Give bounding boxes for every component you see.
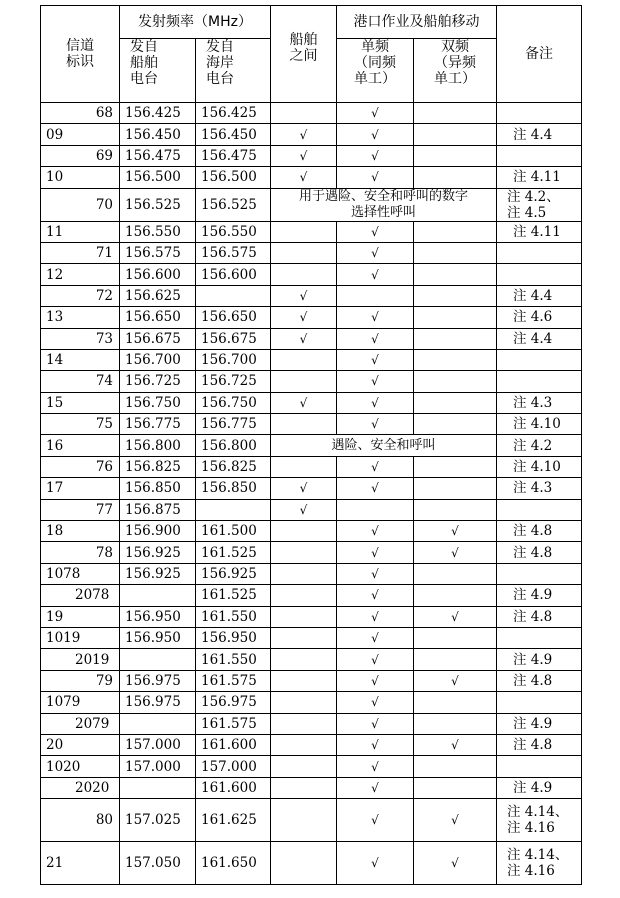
table-row	[41, 606, 582, 627]
coast-freq-cell: 156.775	[196, 414, 271, 435]
simplex-mark: √	[337, 392, 414, 413]
table-row	[41, 777, 582, 798]
duplex-mark	[414, 328, 497, 349]
duplex-mark	[414, 499, 497, 520]
channel-cell: 1019	[41, 627, 120, 648]
channel-cell: 73	[41, 328, 120, 349]
duplex-mark	[414, 756, 497, 777]
table-row	[41, 499, 582, 520]
channel-cell: 2078	[41, 585, 120, 606]
duplex-mark	[414, 392, 497, 413]
remark-cell	[497, 756, 582, 777]
duplex-mark	[414, 167, 497, 188]
coast-freq-cell: 156.975	[196, 692, 271, 713]
duplex-mark	[414, 627, 497, 648]
channel-cell: 2079	[41, 713, 120, 734]
simplex-mark: √	[337, 307, 414, 328]
ship-freq-cell: 156.675	[120, 328, 196, 349]
remark-cell: 注 4.9	[497, 649, 582, 670]
ship-to-ship-mark: √	[271, 328, 337, 349]
table-row	[41, 841, 582, 884]
coast-freq-cell: 161.600	[196, 734, 271, 755]
remark-cell: 注 4.10	[497, 414, 582, 435]
channel-cell: 10	[41, 167, 120, 188]
table-row	[41, 124, 582, 145]
ship-freq-cell: 156.475	[120, 145, 196, 166]
channel-cell: 70	[41, 188, 120, 221]
coast-freq-cell: 161.625	[196, 799, 271, 842]
coast-freq-cell: 156.600	[196, 264, 271, 285]
ship-to-ship-mark: √	[271, 478, 337, 499]
duplex-mark	[414, 242, 497, 263]
remark-cell	[497, 499, 582, 520]
table-row	[41, 670, 582, 691]
channel-cell: 76	[41, 456, 120, 477]
ship-freq-cell: 156.950	[120, 627, 196, 648]
simplex-mark: √	[337, 692, 414, 713]
coast-freq-cell: 156.575	[196, 242, 271, 263]
ship-to-ship-mark	[271, 563, 337, 584]
table-row	[41, 456, 582, 477]
ship-to-ship-mark	[271, 542, 337, 563]
remark-cell: 注 4.11	[497, 167, 582, 188]
coast-freq-cell: 156.525	[196, 188, 271, 221]
ship-freq-cell: 156.450	[120, 124, 196, 145]
remark-cell: 注 4.8	[497, 521, 582, 542]
table-row	[41, 521, 582, 542]
ship-to-ship-mark	[271, 585, 337, 606]
ship-to-ship-mark	[271, 841, 337, 884]
table-row	[41, 756, 582, 777]
ship-to-ship-mark	[271, 606, 337, 627]
table-row	[41, 414, 582, 435]
remark-cell	[497, 264, 582, 285]
simplex-mark: √	[337, 563, 414, 584]
simplex-mark: √	[337, 242, 414, 263]
channel-cell: 77	[41, 499, 120, 520]
ship-freq-cell	[120, 585, 196, 606]
channel-cell: 2019	[41, 649, 120, 670]
ship-freq-cell: 156.925	[120, 542, 196, 563]
remark-cell: 注 4.3	[497, 392, 582, 413]
table-row	[41, 167, 582, 188]
ship-to-ship-mark: √	[271, 392, 337, 413]
coast-freq-cell: 156.725	[196, 371, 271, 392]
simplex-mark: √	[337, 478, 414, 499]
table-row	[41, 585, 582, 606]
ship-to-ship-mark: √	[271, 145, 337, 166]
header-ship-to-ship-text: 船舶 之间	[289, 32, 318, 64]
coast-freq-cell: 161.525	[196, 585, 271, 606]
ship-freq-cell: 156.850	[120, 478, 196, 499]
ship-freq-cell: 156.950	[120, 606, 196, 627]
duplex-mark	[414, 264, 497, 285]
coast-freq-cell: 156.475	[196, 145, 271, 166]
ship-to-ship-mark	[271, 221, 337, 242]
header-duplex-text: 双频 （异频 单工）	[434, 39, 476, 87]
channel-cell: 20	[41, 734, 120, 755]
duplex-mark	[414, 585, 497, 606]
remark-cell	[497, 145, 582, 166]
ship-to-ship-mark	[271, 264, 337, 285]
header-from-coast	[196, 39, 271, 103]
simplex-mark: √	[337, 606, 414, 627]
table-row	[41, 478, 582, 499]
duplex-mark	[414, 713, 497, 734]
header-channel-text: 信道 标识	[66, 38, 94, 70]
ship-to-ship-mark	[271, 242, 337, 263]
remark-cell: 注 4.9	[497, 713, 582, 734]
ship-to-ship-mark: √	[271, 499, 337, 520]
simplex-mark: √	[337, 414, 414, 435]
channel-cell: 80	[41, 799, 120, 842]
remark-cell: 注 4.8	[497, 670, 582, 691]
simplex-mark: √	[337, 756, 414, 777]
table-row	[41, 307, 582, 328]
remark-cell	[497, 371, 582, 392]
duplex-mark: √	[414, 734, 497, 755]
ship-freq-cell: 156.575	[120, 242, 196, 263]
ship-to-ship-mark	[271, 649, 337, 670]
header-duplex	[414, 39, 497, 103]
channel-cell: 19	[41, 606, 120, 627]
channel-cell: 1078	[41, 563, 120, 584]
simplex-mark: √	[337, 521, 414, 542]
coast-freq-cell: 156.925	[196, 563, 271, 584]
duplex-mark	[414, 221, 497, 242]
ship-to-ship-mark: √	[271, 167, 337, 188]
table-row	[41, 188, 582, 221]
table-row	[41, 649, 582, 670]
duplex-mark	[414, 649, 497, 670]
simplex-mark: √	[337, 145, 414, 166]
coast-freq-cell: 156.950	[196, 627, 271, 648]
table-row	[41, 103, 582, 124]
ship-freq-cell: 156.825	[120, 456, 196, 477]
remark-cell: 注 4.3	[497, 478, 582, 499]
simplex-mark: √	[337, 670, 414, 691]
header-remarks-text: 备注	[525, 46, 553, 62]
ship-to-ship-mark	[271, 692, 337, 713]
channel-cell: 2020	[41, 777, 120, 798]
remark-cell: 注 4.14、 注 4.16	[497, 799, 582, 842]
coast-freq-cell: 161.575	[196, 670, 271, 691]
ship-freq-cell: 156.925	[120, 563, 196, 584]
ship-freq-cell: 156.725	[120, 371, 196, 392]
simplex-mark	[337, 285, 414, 306]
channel-cell: 1079	[41, 692, 120, 713]
header-simplex-text: 单频 （同频 单工）	[354, 39, 396, 87]
header-from-ship-text: 发自 船舶 电台	[130, 39, 158, 87]
simplex-mark: √	[337, 734, 414, 755]
duplex-mark	[414, 285, 497, 306]
ship-to-ship-mark	[271, 103, 337, 124]
ship-freq-cell: 157.025	[120, 799, 196, 842]
table-row	[41, 349, 582, 370]
ship-freq-cell: 156.875	[120, 499, 196, 520]
remark-cell	[497, 103, 582, 124]
ship-to-ship-mark	[271, 456, 337, 477]
header-from-ship	[120, 39, 196, 103]
duplex-mark	[414, 307, 497, 328]
simplex-mark: √	[337, 124, 414, 145]
duplex-mark: √	[414, 521, 497, 542]
simplex-mark: √	[337, 649, 414, 670]
remark-cell: 注 4.4	[497, 285, 582, 306]
header-tx-freq	[120, 6, 271, 39]
simplex-mark	[337, 499, 414, 520]
table-row	[41, 371, 582, 392]
channel-cell: 15	[41, 392, 120, 413]
header-port-ops	[337, 6, 497, 39]
remark-cell: 注 4.4	[497, 328, 582, 349]
ship-to-ship-mark	[271, 371, 337, 392]
ship-freq-cell: 156.650	[120, 307, 196, 328]
coast-freq-cell: 156.500	[196, 167, 271, 188]
duplex-mark	[414, 145, 497, 166]
simplex-mark: √	[337, 167, 414, 188]
table-row	[41, 285, 582, 306]
duplex-mark	[414, 103, 497, 124]
remark-cell: 注 4.8	[497, 606, 582, 627]
header-remarks	[497, 6, 582, 103]
remark-cell: 注 4.9	[497, 777, 582, 798]
ship-to-ship-mark	[271, 777, 337, 798]
table-row	[41, 713, 582, 734]
coast-freq-cell: 156.675	[196, 328, 271, 349]
channel-cell: 12	[41, 264, 120, 285]
coast-freq-cell: 161.575	[196, 713, 271, 734]
table-row	[41, 328, 582, 349]
table-row	[41, 435, 582, 456]
simplex-mark: √	[337, 713, 414, 734]
duplex-mark	[414, 456, 497, 477]
channel-cell: 79	[41, 670, 120, 691]
ship-to-ship-mark: √	[271, 285, 337, 306]
channel-cell: 1020	[41, 756, 120, 777]
ship-to-ship-mark	[271, 521, 337, 542]
remark-cell: 注 4.6	[497, 307, 582, 328]
simplex-mark: √	[337, 371, 414, 392]
table-row	[41, 627, 582, 648]
coast-freq-cell: 156.450	[196, 124, 271, 145]
remark-cell: 注 4.9	[497, 585, 582, 606]
table-row	[41, 563, 582, 584]
remark-cell: 注 4.8	[497, 542, 582, 563]
remark-cell: 注 4.2、 注 4.5	[497, 188, 582, 221]
coast-freq-cell: 157.000	[196, 756, 271, 777]
header-ship-to-ship	[271, 6, 337, 103]
distress-span-cell: 遇险、安全和呼叫	[271, 435, 497, 456]
ship-to-ship-mark	[271, 756, 337, 777]
ship-freq-cell: 156.975	[120, 670, 196, 691]
channel-cell: 68	[41, 103, 120, 124]
table-row	[41, 392, 582, 413]
table-row	[41, 264, 582, 285]
ship-to-ship-mark: √	[271, 307, 337, 328]
remark-cell: 注 4.14、 注 4.16	[497, 841, 582, 884]
table-row	[41, 734, 582, 755]
simplex-mark: √	[337, 799, 414, 842]
coast-freq-cell	[196, 285, 271, 306]
coast-freq-cell: 156.800	[196, 435, 271, 456]
remark-cell: 注 4.10	[497, 456, 582, 477]
duplex-mark	[414, 414, 497, 435]
ship-freq-cell: 156.800	[120, 435, 196, 456]
table-body	[41, 103, 582, 885]
ship-freq-cell: 157.050	[120, 841, 196, 884]
coast-freq-cell: 161.550	[196, 606, 271, 627]
ship-to-ship-mark	[271, 414, 337, 435]
coast-freq-cell: 156.425	[196, 103, 271, 124]
ship-freq-cell: 156.975	[120, 692, 196, 713]
header-simplex	[337, 39, 414, 103]
coast-freq-cell: 161.500	[196, 521, 271, 542]
channel-cell: 71	[41, 242, 120, 263]
duplex-mark: √	[414, 542, 497, 563]
remark-cell: 注 4.11	[497, 221, 582, 242]
ship-freq-cell: 157.000	[120, 734, 196, 755]
channel-cell: 72	[41, 285, 120, 306]
simplex-mark: √	[337, 264, 414, 285]
channel-cell: 75	[41, 414, 120, 435]
ship-freq-cell	[120, 713, 196, 734]
remark-cell	[497, 349, 582, 370]
simplex-mark: √	[337, 456, 414, 477]
duplex-mark: √	[414, 799, 497, 842]
duplex-mark	[414, 124, 497, 145]
table-row	[41, 542, 582, 563]
duplex-mark	[414, 777, 497, 798]
duplex-mark: √	[414, 670, 497, 691]
channel-cell: 16	[41, 435, 120, 456]
coast-freq-cell: 161.550	[196, 649, 271, 670]
ship-freq-cell: 157.000	[120, 756, 196, 777]
coast-freq-cell: 156.700	[196, 349, 271, 370]
remark-cell	[497, 692, 582, 713]
header-tx-freq-text: 发射频率（MHz）	[138, 14, 252, 30]
simplex-mark: √	[337, 221, 414, 242]
remark-cell	[497, 242, 582, 263]
ship-freq-cell: 156.700	[120, 349, 196, 370]
coast-freq-cell: 161.600	[196, 777, 271, 798]
simplex-mark: √	[337, 542, 414, 563]
ship-freq-cell: 156.775	[120, 414, 196, 435]
remark-cell: 注 4.2	[497, 435, 582, 456]
header-channel	[41, 6, 120, 103]
duplex-mark: √	[414, 606, 497, 627]
simplex-mark: √	[337, 585, 414, 606]
ship-to-ship-mark	[271, 799, 337, 842]
vhf-channel-table	[40, 5, 582, 885]
channel-cell: 78	[41, 542, 120, 563]
ship-freq-cell	[120, 777, 196, 798]
duplex-mark: √	[414, 841, 497, 884]
channel-cell: 09	[41, 124, 120, 145]
ship-to-ship-mark	[271, 670, 337, 691]
coast-freq-cell: 161.525	[196, 542, 271, 563]
ship-to-ship-mark	[271, 349, 337, 370]
dsc-span-cell: 用于遇险、安全和呼叫的数字 选择性呼叫	[271, 188, 497, 221]
duplex-mark	[414, 478, 497, 499]
header-port-ops-text: 港口作业及船舶移动	[353, 14, 480, 30]
simplex-mark: √	[337, 841, 414, 884]
table-row	[41, 221, 582, 242]
channel-cell: 18	[41, 521, 120, 542]
channel-cell: 13	[41, 307, 120, 328]
coast-freq-cell: 156.825	[196, 456, 271, 477]
coast-freq-cell: 156.850	[196, 478, 271, 499]
coast-freq-cell: 156.750	[196, 392, 271, 413]
duplex-mark	[414, 371, 497, 392]
header-from-coast-text: 发自 海岸 电台	[206, 39, 234, 87]
coast-freq-cell: 156.550	[196, 221, 271, 242]
ship-to-ship-mark: √	[271, 124, 337, 145]
ship-freq-cell	[120, 649, 196, 670]
coast-freq-cell	[196, 499, 271, 520]
ship-freq-cell: 156.425	[120, 103, 196, 124]
ship-to-ship-mark	[271, 627, 337, 648]
ship-to-ship-mark	[271, 713, 337, 734]
channel-cell: 11	[41, 221, 120, 242]
duplex-mark	[414, 692, 497, 713]
ship-freq-cell: 156.525	[120, 188, 196, 221]
coast-freq-cell: 156.650	[196, 307, 271, 328]
channel-cell: 21	[41, 841, 120, 884]
simplex-mark: √	[337, 328, 414, 349]
coast-freq-cell: 161.650	[196, 841, 271, 884]
remark-cell	[497, 563, 582, 584]
ship-freq-cell: 156.500	[120, 167, 196, 188]
table-row	[41, 692, 582, 713]
channel-cell: 74	[41, 371, 120, 392]
table-row	[41, 242, 582, 263]
ship-freq-cell: 156.900	[120, 521, 196, 542]
channel-cell: 14	[41, 349, 120, 370]
channel-cell: 69	[41, 145, 120, 166]
remark-cell: 注 4.8	[497, 734, 582, 755]
ship-to-ship-mark	[271, 734, 337, 755]
simplex-mark: √	[337, 627, 414, 648]
remark-cell: 注 4.4	[497, 124, 582, 145]
table-row	[41, 799, 582, 842]
remark-cell	[497, 627, 582, 648]
duplex-mark	[414, 349, 497, 370]
channel-cell: 17	[41, 478, 120, 499]
ship-freq-cell: 156.550	[120, 221, 196, 242]
simplex-mark: √	[337, 349, 414, 370]
simplex-mark: √	[337, 777, 414, 798]
ship-freq-cell: 156.600	[120, 264, 196, 285]
table-row	[41, 145, 582, 166]
ship-freq-cell: 156.750	[120, 392, 196, 413]
simplex-mark: √	[337, 103, 414, 124]
duplex-mark	[414, 563, 497, 584]
ship-freq-cell: 156.625	[120, 285, 196, 306]
